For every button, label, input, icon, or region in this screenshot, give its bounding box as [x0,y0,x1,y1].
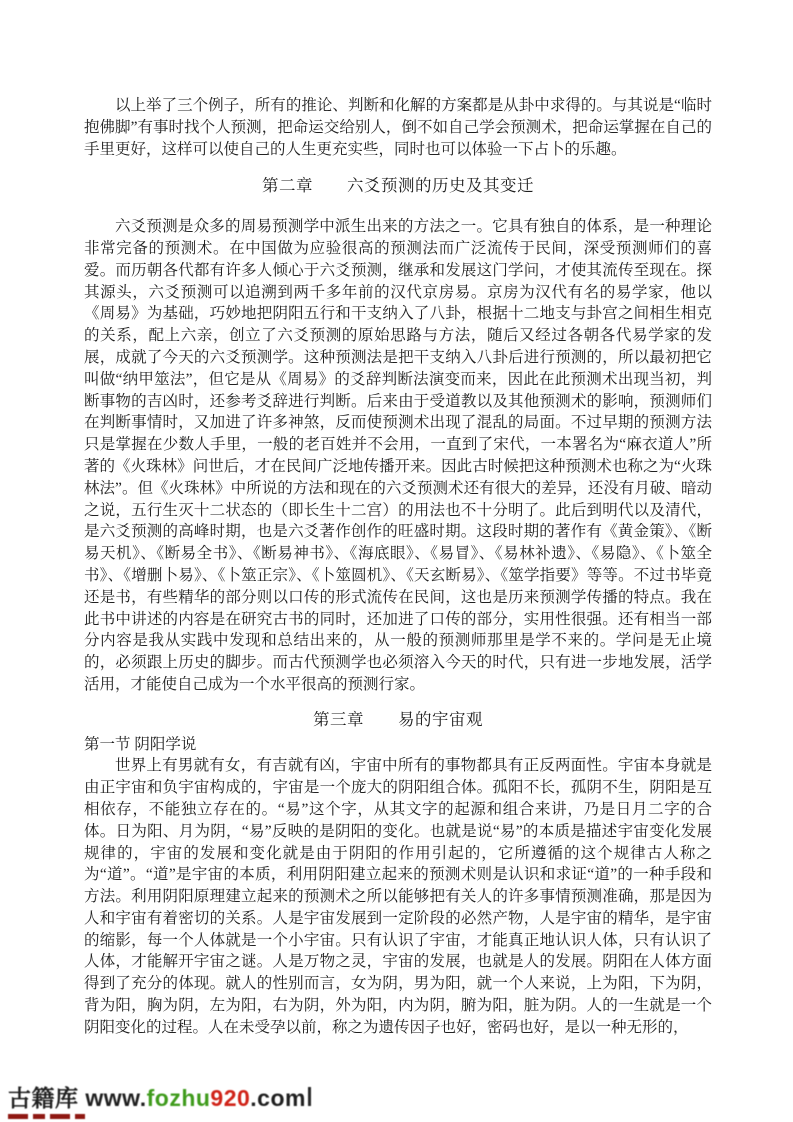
page-content [84,95,712,1039]
watermark-site-name: 古籍库 [8,1085,79,1111]
section-1-heading: 第一节 阴阳学说 [84,735,197,753]
paragraph-intro: 以上举了三个例子，所有的推论、判断和化解的方案都是从卦中求得的。与其说是“临时抱佛脚”有事时找个人预测，把命运交给别人，倒不如自己学会预测术，把命运掌握在自己的手里更好，这样可以使自己的人生更充实些，同时也可以体验一下占卜的乐趣。 [84,97,712,158]
watermark-url-suffix: .com [250,1085,306,1111]
watermark-cut-dash [8,1114,28,1119]
watermark-cut-dash [50,1114,70,1119]
watermark-url-green: fozhu [146,1085,211,1111]
watermark-footer [8,1086,608,1110]
watermark-url-prefix: www. [78,1085,147,1111]
chapter-2-heading: 第二章 六爻预测的历史及其变迁 [262,176,534,196]
watermark-url-red: 920 [210,1085,251,1111]
paragraph-chapter2-body: 六爻预测是众多的周易预测学中派生出来的方法之一。它具有独自的体系，是一种理论非常完备的预测术。在中国做为应验很高的预测法而广泛流传于民间，深受预测师们的喜爱。而历朝各代都有许多人倾心于六爻预测，继承和发展这门学问，才使其流传至现在。探其源头，六爻预测可以追溯到两千多年前的汉代京房易。京房为汉代有名的易学家，他以《周易》为基础，巧妙地把阴阳五行和干支纳入了八卦，根据十二地支与卦宫之间相生相克的关系，配上六亲，创立了六爻预测的原始思路与方法，随后又经过各朝各代易学家的发展，成就了今天的六爻预测学。这种预测法是把干支纳入八卦后进行预测的，所以最初把它叫做“纳甲筮法”，但它是从《周易》的爻辞判断法演变而来，因此在此预测术出现当初，判断事物的吉凶时，还参考爻辞进行判断。后来由于受道教以及其他预测术的影响，预测师们在判断事情时，又加进了许多神煞，反而使预测术出现了混乱的局面。不过早期的预测方法只是掌握在少数人手里，一般的老百姓并不会用，一直到了宋代，一本署名为“麻衣道人”所著的《火珠林》问世后，才在民间广泛地传播开来。因此古时候把这种预测术也称之为“火珠林法”。但《火珠林》中所说的方法和现在的六爻预测术还有很大的差异，还没有月破、暗动之说，五行生灭十二状态的（即长生十二宫）的用法也不十分明了。此后到明代以及清代，是六爻预测的高峰时期，也是六爻著作创作的旺盛时期。这段时期的著作有《黄金策》、《断易天机》、《断易全书》、《断易神书》、《海底眼》、《易冒》、《易林补遗》、《易隐》、《卜筮全书》、《增删卜易》、《卜筮正宗》、《卜筮圆机》、《天玄断易》、《筮学指要》等等。不过书毕竟还是书，有些精华的部分则以口传的形式流传在民间，这也是历来预测学传播的特点。我在此书中讲述的内容是在研究古书的同时，还加进了口传的部分，实用性很强。还有相当一部分内容是我从实践中发现和总结出来的，从一般的预测师那里是学不来的。学问是无止境的，必须跟上历史的脚步。而古代预测学也必须溶入今天的时代，只有进一步地发展，活学活用，才能使自己成为一个水平很高的预测行家。 [84,218,712,693]
cursor-artifact [308,1087,311,1106]
watermark-cut-dash [75,1114,85,1119]
paragraph-yinyang-body: 世界上有男就有女，有吉就有凶，宇宙中所有的事物都具有正反两面性。宇宙本身就是由正宇宙和负宇宙构成的，宇宙是一个庞大的阴阳组合体。孤阳不长，孤阴不生，阴阳是互相依存，不能独立存在的。“易”这个字，从其文字的起源和组合来讲，乃是日月二字的合体。日为阳、月为阴，“易”反映的是阴阳的变化。也就是说“易”的本质是描述宇宙变化发展规律的，宇宙的发展和变化就是由于阴阳的作用引起的，它所遵循的这个规律古人称之为“道”。“道”是宇宙的本质，利用阴阳建立起来的预测术则是认识和求证“道”的一种手段和方法。利用阴阳原理建立起来的预测术之所以能够把有关人的许多事情预测准确，那是因为人和宇宙有着密切的关系。人是宇宙发展到一定阶段的必然产物，人是宇宙的精华，是宇宙的缩影，每一个人体就是一个小宇宙。只有认识了宇宙，才能真正地认识人体，只有认识了人体，才能解开宇宙之谜。人是万物之灵，宇宙的发展，也就是人的发展。阴阳在人体方面得到了充分的体现。就人的性别而言，女为阴，男为阳，就一个人来说，上为阳，下为阴，背为阳，胸为阴，左为阳，右为阴，外为阳，内为阴，腑为阳，脏为阴。人的一生就是一个阴阳变化的过程。人在未受孕以前，称之为遗传因子也好，密码也好，是以一种无形的， [84,757,712,1036]
cut-off-watermark-row [8,1114,90,1120]
watermark-text [8,1086,608,1110]
chapter-3-heading: 第三章 易的宇宙观 [313,709,483,729]
watermark-cut-dash [33,1114,45,1119]
